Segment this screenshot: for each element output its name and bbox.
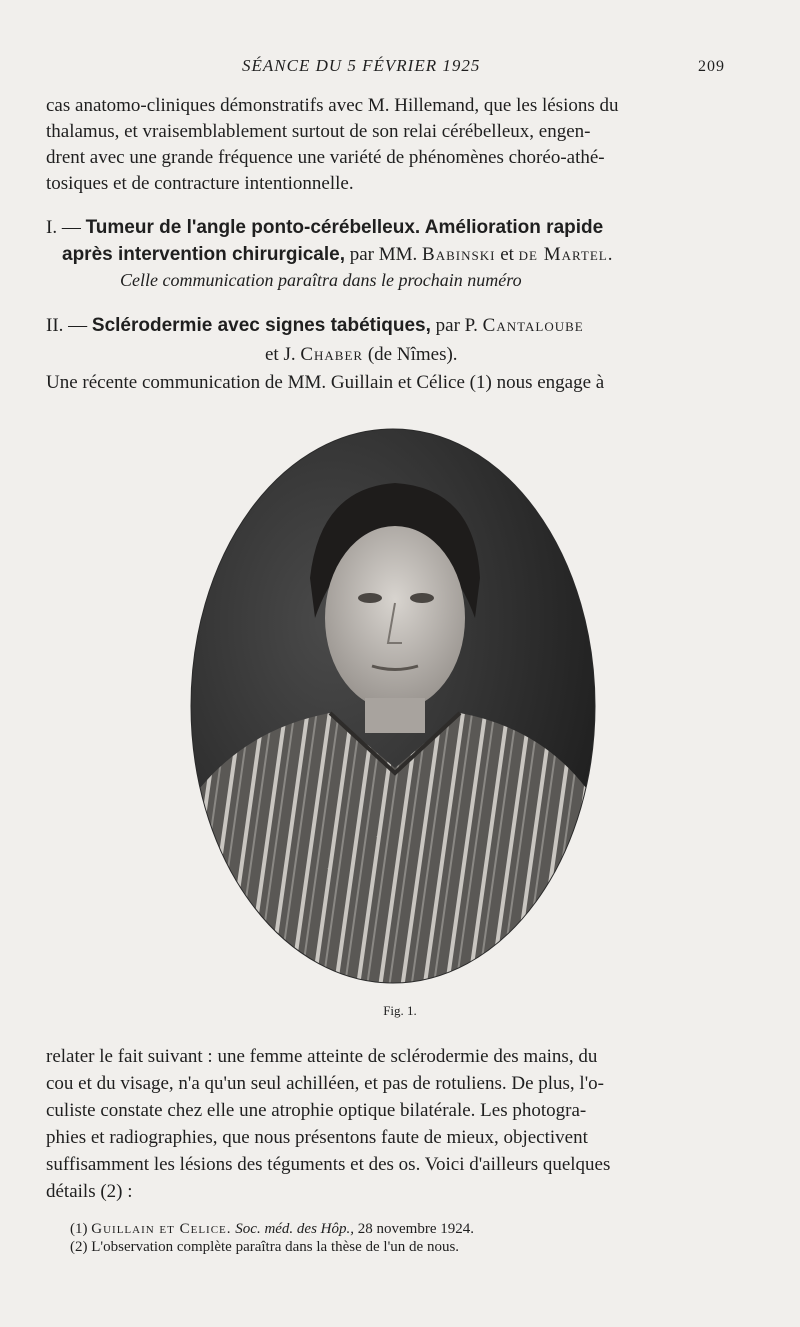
text-line: tosiques et de contracture intentionnelle.	[46, 173, 354, 194]
author-name: Chaber	[300, 344, 364, 365]
item-authors-cont	[265, 344, 458, 366]
text-line: relater le fait suivant : une femme atteinte de sclérodermie des mains, du	[46, 1046, 598, 1067]
item-by: par P.	[435, 315, 478, 336]
author-conj: et J.	[265, 344, 296, 365]
item-title-cont: après intervention chirurgicale,	[62, 244, 345, 265]
item-title: Sclérodermie avec signes tabétiques,	[91, 315, 431, 336]
text-line: phies et radiographies, que nous présentons faute de mieux, objectivent	[46, 1127, 588, 1148]
intro-paragraph	[46, 93, 736, 197]
portrait-photo	[190, 428, 596, 984]
footnote-text: L'observation complète paraîtra dans la thèse de l'un de nous.	[91, 1239, 460, 1255]
footnote-mark: (2)	[70, 1239, 88, 1255]
body-paragraph	[46, 1043, 736, 1205]
text-line: suffisamment les lésions des téguments et des os. Voici d'ailleurs quelques	[46, 1154, 611, 1175]
text-line: Une récente communication de MM. Guillain et Célice (1) nous engage à	[46, 372, 605, 393]
running-head	[0, 56, 800, 80]
section-item-1	[46, 214, 736, 268]
figure-caption: Fig. 1.	[383, 1003, 417, 1018]
item-number: I. —	[46, 217, 81, 238]
author-name: Babinski	[422, 244, 496, 265]
text-line: cas anatomo-cliniques démonstratifs avec M. Hillemand, que les lésions du	[46, 95, 619, 116]
item-note: Celle communication paraîtra dans le prochain numéro	[120, 270, 522, 290]
author-conj: et	[500, 244, 514, 265]
footnotes	[70, 1220, 750, 1256]
author-name: Cantaloube	[482, 315, 584, 336]
portrait-illustration	[190, 428, 596, 984]
text-line: drent avec une grande fréquence une variété de phénomènes choréo-athé-	[46, 147, 605, 168]
running-head-title: SÉANCE DU 5 FÉVRIER 1925	[242, 56, 481, 75]
footnote-1	[70, 1220, 750, 1238]
item-number: II. —	[46, 315, 88, 336]
footnote-2	[70, 1238, 750, 1256]
author-name: de Martel.	[518, 244, 614, 265]
text-line: thalamus, et vraisemblablement surtout de son relai cérébelleux, engen-	[46, 121, 591, 142]
body-paragraph	[46, 370, 736, 396]
author-place: (de Nîmes).	[367, 344, 458, 365]
page-number: 209	[698, 58, 725, 75]
text-line: culiste constate chez elle une atrophie optique bilatérale. Les photogra-	[46, 1100, 587, 1121]
text-line: détails (2) :	[46, 1181, 133, 1202]
footnote-journal: Soc. méd. des Hôp.,	[235, 1221, 355, 1237]
section-item-2	[46, 312, 736, 339]
item-title: Tumeur de l'angle ponto-cérébelleux. Amélioration rapide	[85, 217, 604, 238]
footnote-date: 28 novembre 1924.	[357, 1221, 474, 1237]
item-by: par MM.	[349, 244, 418, 265]
text-line: cou et du visage, n'a qu'un seul achilléen, et pas de rotuliens. De plus, l'o-	[46, 1073, 604, 1094]
footnote-mark: (1)	[70, 1221, 88, 1237]
footnote-authors: Guillain et Celice.	[91, 1221, 232, 1237]
